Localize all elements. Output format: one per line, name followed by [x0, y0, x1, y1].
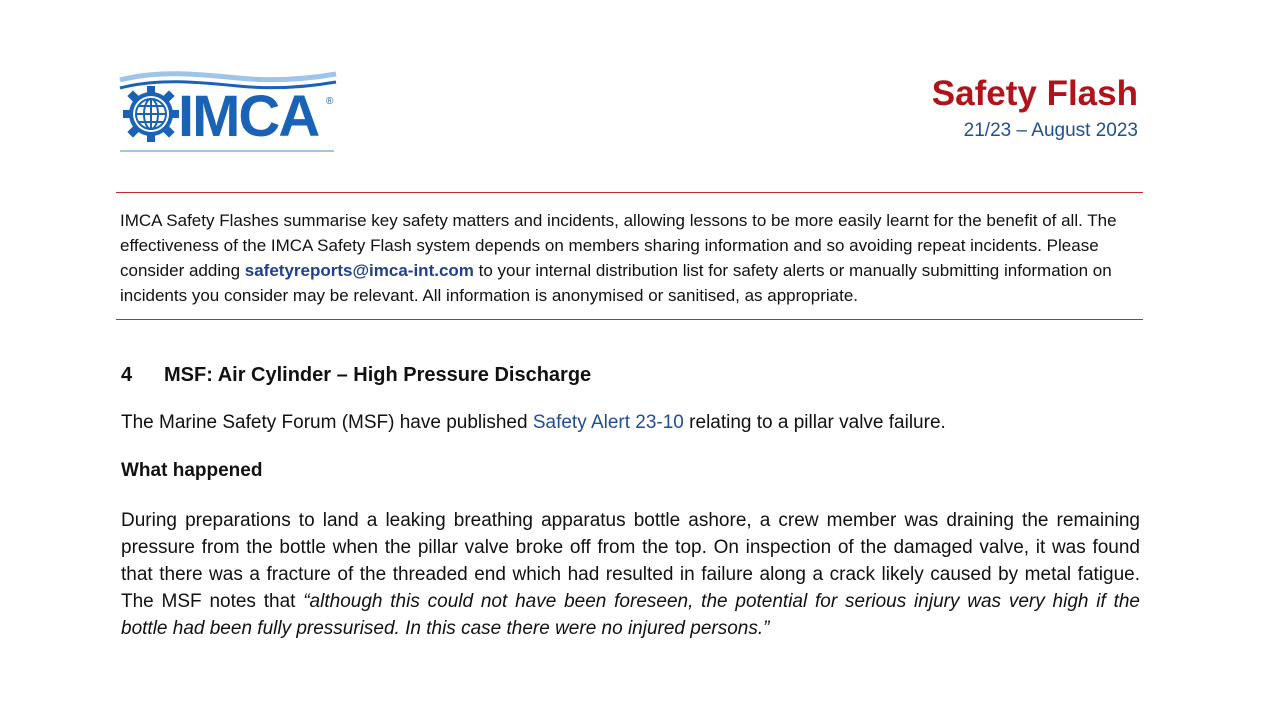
section-number: 4 — [121, 364, 133, 386]
logo-underline — [120, 150, 334, 152]
intro-paragraph — [120, 208, 1142, 308]
msf-quote: “although this could not have been foreseen, the potential for serious injury was very high if the bottle had been fully pressurised. In this case there were no injured persons.” — [121, 591, 1140, 639]
email-link[interactable]: safetyreports@imca-int.com — [244, 261, 474, 280]
msf-paragraph — [121, 412, 1141, 434]
logo-wordmark: IMCA — [178, 84, 319, 149]
page-title: Safety Flash — [931, 74, 1138, 113]
top-divider — [116, 192, 1143, 193]
intro-text-end: to your internal distribution list for safety alerts or manually submitting information on incidents you consider may be relevant. All information is anonymised or sanitised, as appropriate. — [120, 261, 1112, 305]
registered-mark: ® — [326, 96, 334, 107]
section-title: MSF: Air Cylinder – High Pressure Discharge — [164, 364, 592, 386]
paragraph-text: The Marine Safety Forum (MSF) have published — [121, 412, 533, 433]
imca-logo — [118, 70, 340, 156]
body-text: During preparations to land a leaking breathing apparatus bottle ashore, a crew member was draining the remaining pressure from the bottle when the pillar valve broke off from the top. On inspection of the damaged valve, it was found that there was a fracture of the threaded end which had resulted in failure along a crack likely caused by metal fatigue. The MSF notes that — [121, 510, 1140, 612]
intro-text: IMCA Safety Flashes summarise key safety matters and incidents, allowing lessons to be more easily learnt for the benefit of all. The effectiveness of the IMCA Safety Flash system depends on members sharing information and so avoiding repeat incidents. Please consider adding — [120, 211, 1117, 280]
issue-date: 21/23 – August 2023 — [963, 120, 1138, 141]
bottom-divider — [116, 319, 1143, 320]
safety-alert-link[interactable]: Safety Alert 23-10 — [532, 412, 684, 433]
what-happened-body — [121, 507, 1140, 642]
globe-gear-icon — [122, 85, 180, 143]
document-header — [932, 72, 1138, 144]
paragraph-text-end: relating to a pillar valve failure. — [683, 412, 946, 433]
what-happened-heading: What happened — [121, 460, 263, 481]
section-heading — [121, 364, 591, 387]
